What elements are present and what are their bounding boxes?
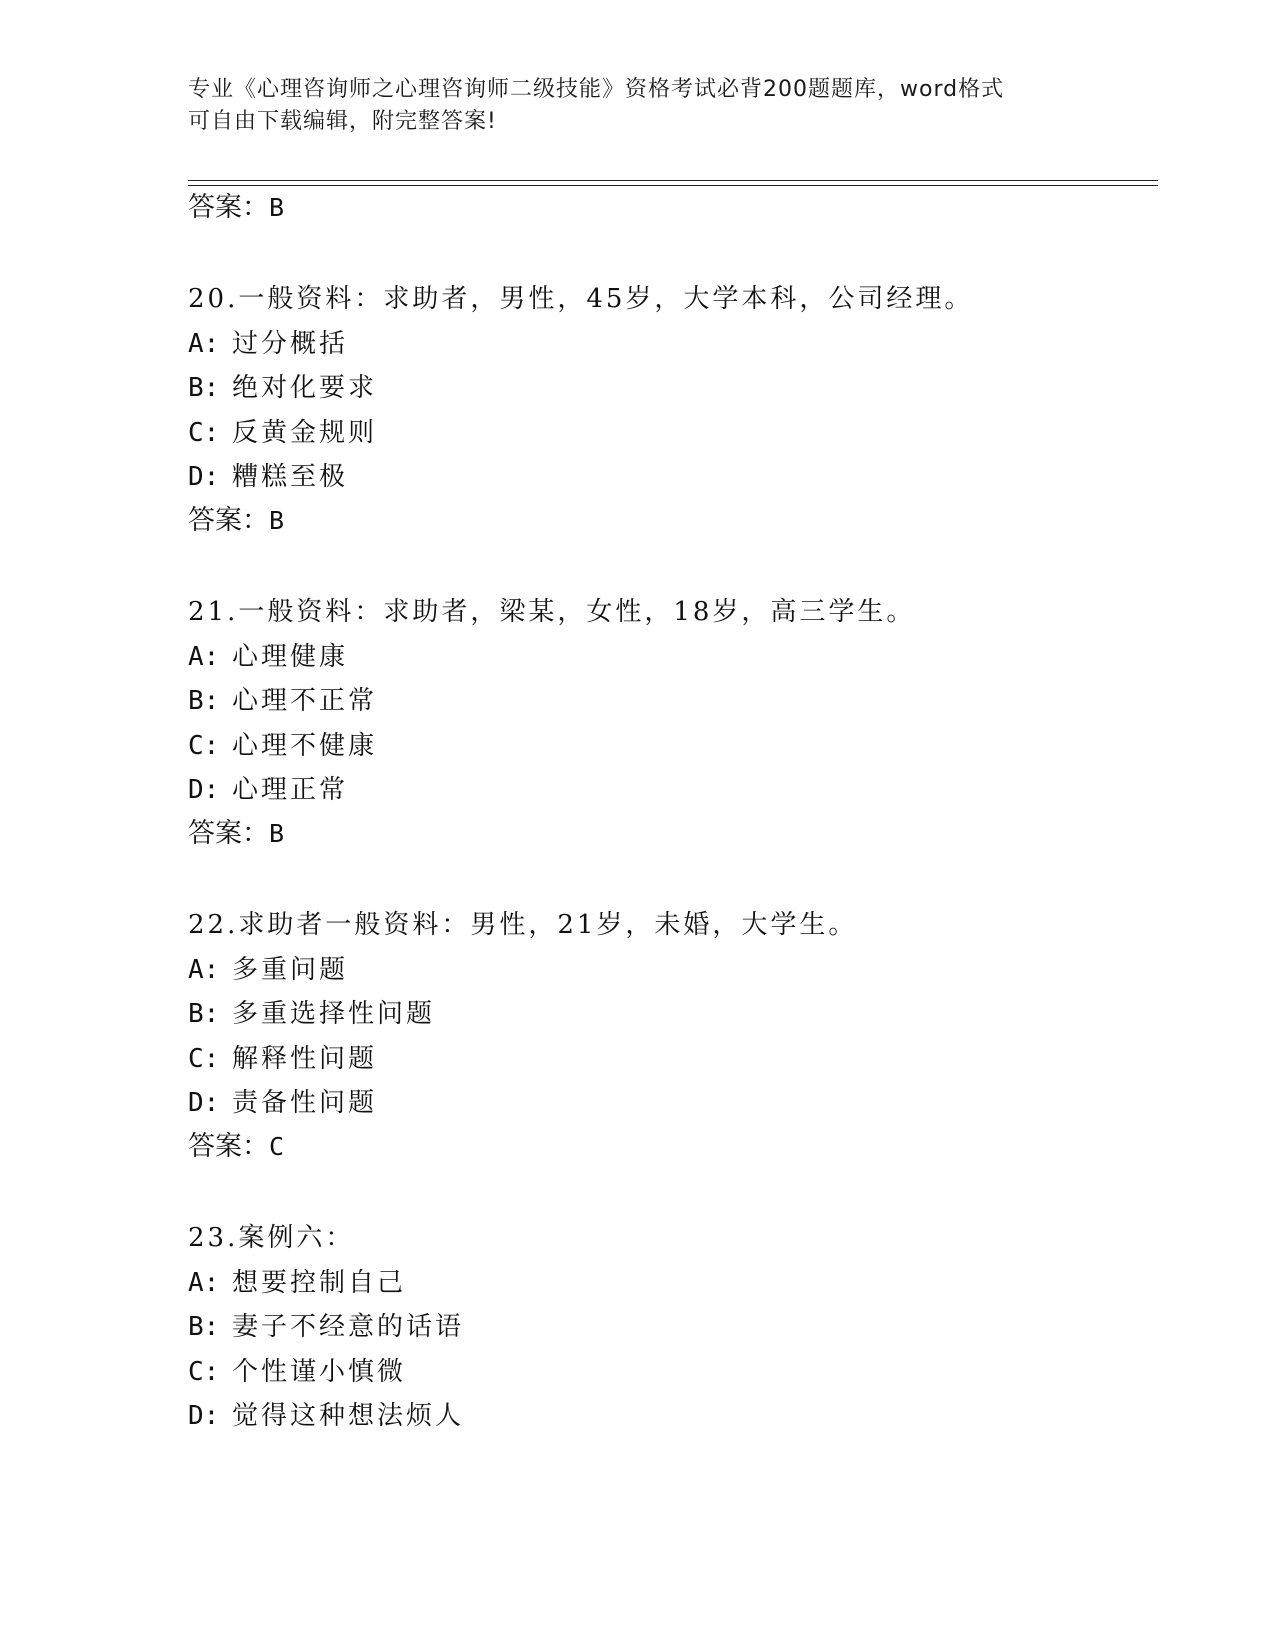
option-b [188, 683, 377, 719]
option-key: C: [188, 1357, 220, 1387]
answer-line [188, 1129, 284, 1165]
answer-line [188, 503, 284, 539]
option-key: B: [188, 1312, 220, 1342]
answer-label: 答案： [188, 505, 269, 536]
option-a [188, 1265, 406, 1301]
option-key: D: [188, 775, 220, 805]
option-d [188, 1398, 464, 1434]
answer-label: 答案： [188, 818, 269, 849]
option-key: D: [188, 1088, 220, 1118]
answer-line [188, 816, 284, 852]
option-c [188, 728, 377, 764]
option-key: B: [188, 686, 220, 716]
option-key: A: [188, 955, 220, 985]
answer-line [188, 190, 284, 226]
option-text: 反黄金规则 [232, 418, 378, 448]
header-divider-bottom [188, 185, 1158, 186]
question-title: 23.案例六： [188, 1223, 355, 1253]
option-text: 解释性问题 [232, 1044, 378, 1074]
option-key: D: [188, 462, 220, 492]
option-d [188, 459, 348, 495]
option-d [188, 1085, 377, 1121]
option-a [188, 326, 348, 362]
option-a [188, 952, 348, 988]
answer-label: 答案： [188, 192, 269, 223]
header-line-2: 可自由下载编辑，附完整答案! [188, 109, 497, 134]
option-b [188, 370, 377, 406]
question-title: 21.一般资料：求助者，梁某，女性，18岁，高三学生。 [188, 597, 916, 627]
document-header [188, 74, 1088, 138]
option-text: 想要控制自己 [232, 1268, 407, 1298]
option-key: C: [188, 731, 220, 761]
option-text: 心理健康 [232, 642, 349, 672]
option-key: C: [188, 1044, 220, 1074]
option-b [188, 996, 435, 1032]
header-divider-top [188, 180, 1158, 181]
answer-value: B [269, 819, 285, 848]
option-c [188, 1041, 377, 1077]
option-key: C: [188, 418, 220, 448]
option-text: 个性谨小慎微 [232, 1357, 407, 1387]
answer-value: B [269, 506, 285, 535]
option-key: B: [188, 373, 220, 403]
option-text: 糟糕至极 [232, 462, 349, 492]
option-key: D: [188, 1401, 220, 1431]
answer-value: B [269, 193, 285, 222]
option-key: A: [188, 642, 220, 672]
option-text: 心理不正常 [232, 686, 378, 716]
option-key: A: [188, 1268, 220, 1298]
option-c [188, 1354, 406, 1390]
header-line-1: 专业《心理咨询师之心理咨询师二级技能》资格考试必背200题题库，word格式 [188, 77, 1005, 102]
option-a [188, 639, 348, 675]
option-key: A: [188, 329, 220, 359]
option-text: 绝对化要求 [232, 373, 378, 403]
option-c [188, 415, 377, 451]
option-text: 觉得这种想法烦人 [232, 1401, 465, 1431]
answer-value: C [269, 1132, 285, 1161]
answer-label: 答案： [188, 1131, 269, 1162]
option-text: 妻子不经意的话语 [232, 1312, 465, 1342]
option-d [188, 772, 348, 808]
question-title: 22.求助者一般资料：男性，21岁，未婚，大学生。 [188, 910, 858, 940]
option-text: 多重选择性问题 [232, 999, 436, 1029]
option-text: 心理正常 [232, 775, 349, 805]
option-text: 心理不健康 [232, 731, 378, 761]
option-key: B: [188, 999, 220, 1029]
option-b [188, 1309, 464, 1345]
option-text: 责备性问题 [232, 1088, 378, 1118]
option-text: 多重问题 [232, 955, 349, 985]
question-title: 20.一般资料：求助者，男性，45岁，大学本科，公司经理。 [188, 284, 974, 314]
option-text: 过分概括 [232, 329, 349, 359]
